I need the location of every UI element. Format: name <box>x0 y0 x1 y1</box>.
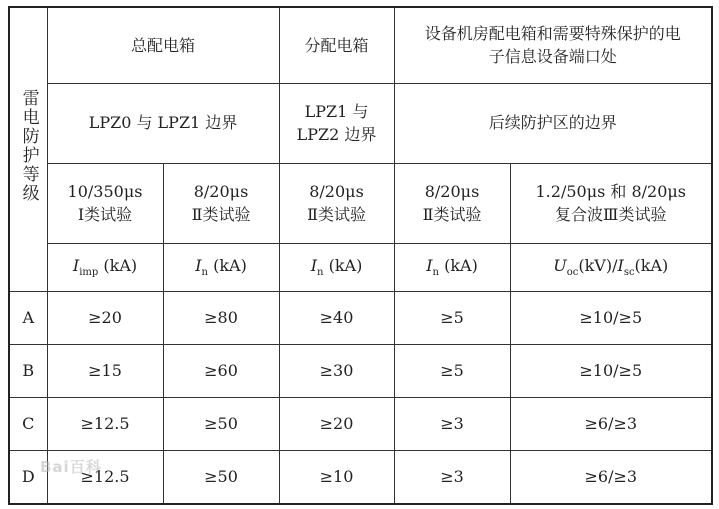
value-cell: ≥6/≥3 <box>510 397 712 450</box>
baike-watermark: Bai百科 <box>40 458 102 476</box>
zone-lpz1-lpz2: LPZ1 与 LPZ2 边界 <box>279 83 394 163</box>
value-cell: ≥3 <box>394 397 510 450</box>
test-cell <box>47 163 163 243</box>
table-row <box>9 397 712 450</box>
param-cell: $I_n$ (kA) <box>394 243 510 291</box>
param-cell: $I_n$ (kA) <box>279 243 394 291</box>
level-cell: D <box>9 450 47 504</box>
waveform: 8/20μs <box>309 181 364 201</box>
zone-subsequent: 后续防护区的边界 <box>394 83 712 163</box>
header-sub-box: 分配电箱 <box>279 7 394 83</box>
level-cell: A <box>9 291 47 344</box>
header-main-box: 总配电箱 <box>47 7 279 83</box>
value-cell: ≥50 <box>163 450 279 504</box>
value-cell: ≥80 <box>163 291 279 344</box>
level-cell: C <box>9 397 47 450</box>
value-cell: ≥12.5 <box>47 397 163 450</box>
header-equipment: 设备机房配电箱和需要特殊保护的电子信息设备端口处 <box>394 7 712 83</box>
table-row <box>9 450 712 504</box>
value-cell: ≥10 <box>279 450 394 504</box>
value-cell: ≥30 <box>279 344 394 397</box>
waveform: 10/350μs <box>67 181 143 201</box>
value-cell: ≥3 <box>394 450 510 504</box>
test-class: Ⅱ类试验 <box>191 205 251 224</box>
value-cell: ≥10/≥5 <box>510 344 712 397</box>
spd-requirements-table <box>8 6 713 505</box>
table-row <box>9 344 712 397</box>
value-cell: ≥5 <box>394 291 510 344</box>
test-class: Ⅱ类试验 <box>307 205 366 224</box>
value-cell: ≥50 <box>163 397 279 450</box>
header-row-zones <box>9 83 712 163</box>
value-cell: ≥10/≥5 <box>510 291 712 344</box>
value-cell: ≥15 <box>47 344 163 397</box>
header-row-params <box>9 243 712 291</box>
header-row-groups <box>9 7 712 83</box>
level-header-cell <box>9 7 47 291</box>
param-cell: $I_n$ (kA) <box>163 243 279 291</box>
zone-lpz0-lpz1: LPZ0 与 LPZ1 边界 <box>47 83 279 163</box>
test-class: Ⅰ类试验 <box>77 205 133 224</box>
value-cell: ≥5 <box>394 344 510 397</box>
level-cell: B <box>9 344 47 397</box>
test-cell <box>510 163 712 243</box>
level-header: 雷电防护等级 <box>18 89 39 204</box>
param-cell: $U_{oc}(kV)/I_{sc}(kA)$ <box>510 243 712 291</box>
test-class: Ⅱ类试验 <box>422 205 482 224</box>
waveform: 1.2/50μs 和 8/20μs <box>535 181 687 201</box>
waveform: 8/20μs <box>193 181 249 201</box>
value-cell: ≥12.5 <box>47 450 163 504</box>
value-cell: ≥20 <box>279 397 394 450</box>
value-cell: ≥60 <box>163 344 279 397</box>
value-cell: ≥20 <box>47 291 163 344</box>
header-row-tests <box>9 163 712 243</box>
value-cell: ≥6/≥3 <box>510 450 712 504</box>
test-class: 复合波Ⅲ类试验 <box>555 205 667 224</box>
test-cell <box>163 163 279 243</box>
waveform: 8/20μs <box>424 181 480 201</box>
param-cell: $I_{imp}$ (kA) <box>47 243 163 291</box>
test-cell <box>279 163 394 243</box>
table-row <box>9 291 712 344</box>
test-cell <box>394 163 510 243</box>
value-cell: ≥40 <box>279 291 394 344</box>
